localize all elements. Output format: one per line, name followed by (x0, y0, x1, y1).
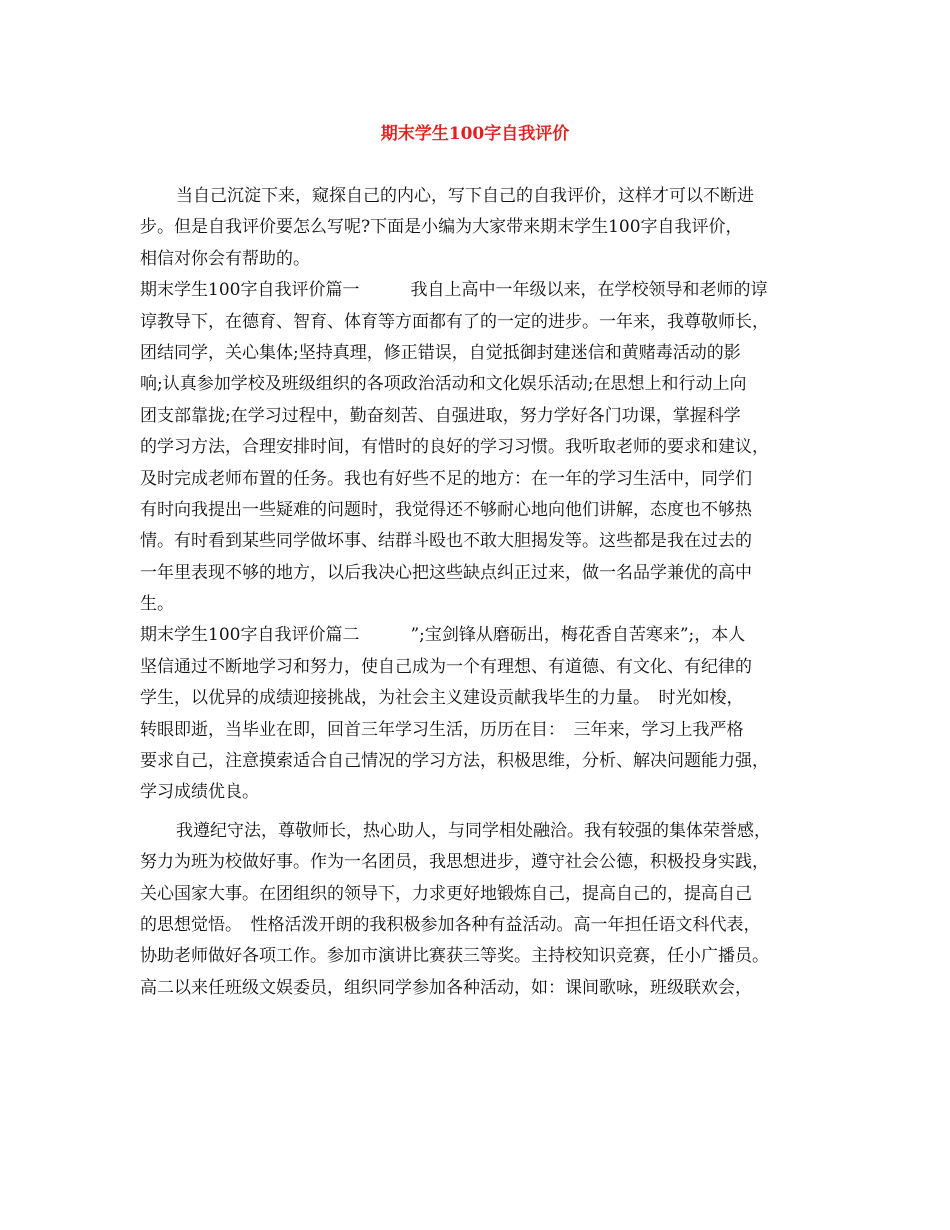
text-line: 努力为班为校做好事。作为一名团员，我思想进步，遵守社会公德，积极投身实践， (140, 852, 769, 873)
text-line: 及时完成老师布置的任务。我也有好些不足的地方：在一年的学习生活中，同学们 (140, 468, 752, 489)
text-line: 转眼即逝，当毕业在即，回首三年学习生活，历历在目： 三年来，学习上我严格 (140, 719, 744, 740)
text-line: 谆教导下，在德育、智育、体育等方面都有了的一定的进步。一年来，我尊敬师长， (140, 311, 769, 332)
text-line: 期末学生100字自我评价篇二 ”;宝剑锋从磨砺出，梅花香自苦寒来”;，本人 (140, 625, 746, 646)
text-line: 团结同学，关心集体;坚持真理，修正错误，自觉抵御封建迷信和黄赌毒活动的影 (140, 342, 741, 363)
text-line: 学生，以优异的成绩迎接挑战，为社会主义建设贡献我毕生的力量。 时光如梭， (140, 688, 744, 709)
text-line: 一年里表现不够的地方，以后我决心把这些缺点纠正过来，做一名品学兼优的高中 (140, 562, 752, 583)
text-line: 当自己沉淀下来，窥探自己的内心，写下自己的自我评价，这样才可以不断进 (176, 186, 754, 206)
text-line: 相信对你会有帮助的。 (140, 248, 310, 269)
document-title: 期末学生100字自我评价 (380, 124, 570, 144)
text-line: 团支部靠拢;在学习过程中，勤奋刻苦、自强进取，努力学好各门功课，掌握科学 (140, 405, 741, 426)
text-line: 坚信通过不断地学习和努力，使自己成为一个有理想、有道德、有文化、有纪律的 (140, 656, 752, 677)
text-line: 步。但是自我评价要怎么写呢?下面是小编为大家带来期末学生100字自我评价， (140, 217, 743, 238)
text-line: 响;认真参加学校及班级组织的各项政治活动和文化娱乐活动;在思想上和行动上向 (140, 374, 747, 395)
text-line: 期末学生100字自我评价篇一 我自上高中一年级以来，在学校领导和老师的谆 (140, 280, 768, 301)
text-line: 协助老师做好各项工作。参加市演讲比赛获三等奖。主持校知识竞赛，任小广播员。 (140, 946, 769, 967)
text-line: 学习成绩优良。 (140, 782, 259, 803)
text-line: 关心国家大事。在团组织的领导下，力求更好地锻炼自己，提高自己的，提高自己 (140, 883, 752, 904)
text-line: 的学习方法，合理安排时间，有惜时的良好的学习习惯。我听取老师的要求和建议， (140, 437, 769, 458)
text-line: 情。有时看到某些同学做坏事、结群斗殴也不敢大胆揭发等。这些都是我在过去的 (140, 531, 752, 552)
text-line: 要求自己，注意摸索适合自己情况的学习方法，积极思维，分析、解决问题能力强， (140, 751, 769, 772)
text-line: 有时向我提出一些疑难的问题时，我觉得还不够耐心地向他们讲解，态度也不够热 (140, 499, 752, 520)
document-body (140, 181, 830, 1004)
text-line: 生。 (140, 594, 174, 615)
text-line: 我遵纪守法，尊敬师长，热心助人，与同学相处融洽。我有较强的集体荣誉感， (176, 820, 771, 841)
text-line: 的思想觉悟。 性格活泼开朗的我积极参加各种有益活动。高一年担任语文科代表， (140, 914, 761, 935)
text-line: 高二以来任班级文娱委员，组织同学参加各种活动，如：课间歌咏，班级联欢会， (140, 977, 752, 998)
